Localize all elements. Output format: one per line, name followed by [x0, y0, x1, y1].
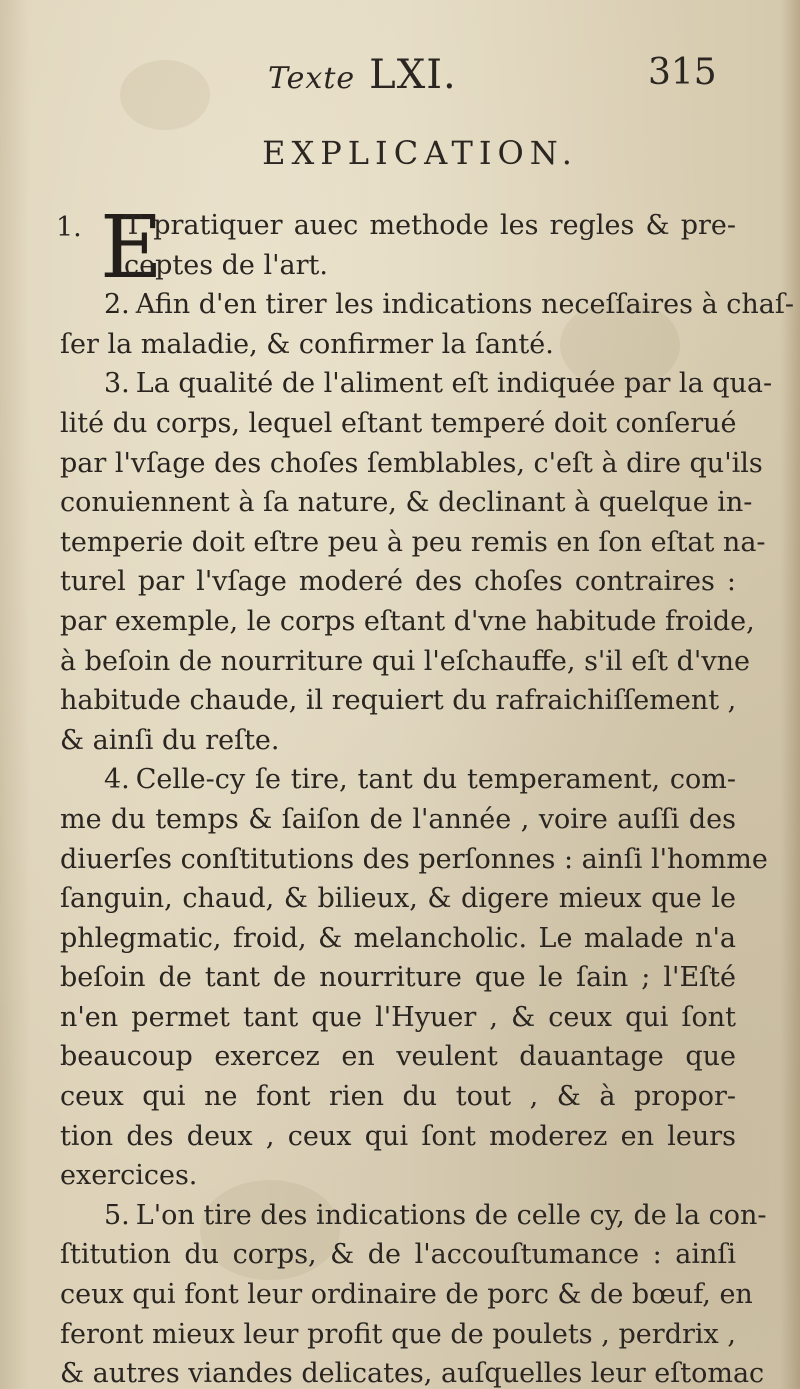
text-line-content: L'on tire des indications de celle cy, de la con- [135, 1199, 767, 1231]
running-title [268, 52, 457, 98]
text-line: ceux qui ne font rien du tout , & à propor- [60, 1081, 736, 1113]
text-line-content: La qualité de l'aliment eſt indiquée par la qua- [135, 368, 773, 400]
text-line-content: Celle-cy ſe tire, tant du temperament, com- [135, 764, 736, 796]
text-line: beaucoup exercez en veulent dauantage que [60, 1041, 736, 1073]
drop-cap: E [100, 198, 163, 298]
paragraph-number: 5. [104, 1199, 130, 1231]
text-line: ſanguin, chaud, & bilieux, & digere mieux que le [60, 883, 736, 915]
running-title-italic: Texte [268, 61, 356, 96]
running-title-roman: LXI. [369, 52, 457, 98]
text-line: à beſoin de nourriture qui l'eſchauffe, s'il eſt d'vne [60, 645, 750, 677]
text-line: par l'vſage des choſes ſemblables, c'eſt à dire qu'ils [60, 447, 763, 479]
paragraph-number: 3. [104, 368, 130, 400]
paragraph-number: 4. [104, 764, 130, 796]
section-heading: EXPLICATION. [262, 134, 578, 172]
text-line: tion des deux , ceux qui ſont moderez en leurs [60, 1120, 736, 1152]
text-line: T pratiquer auec methode les regles & pre- [124, 210, 736, 241]
text-line: ſtitution du corps, & de l'accouſtumance : ainſi [60, 1239, 736, 1271]
running-header [0, 52, 800, 102]
text-line: diuerſes conſtitutions des perſonnes : ainſi l'homme [60, 843, 768, 875]
text-line: habitude chaude, il requiert du rafraichiſſement , [60, 685, 737, 717]
text-line: ceux qui font leur ordinaire de porc & de bœuf, en [60, 1279, 753, 1311]
text-line: phlegmatic, froid, & melancholic. Le malade n'a [60, 922, 736, 954]
text-line: lité du corps, lequel eſtant temperé doit conſerué [60, 407, 737, 439]
text-line: feront mieux leur profit que de poulets , perdrix , [60, 1318, 736, 1350]
text-line: me du temps & ſaiſon de l'année , voire auſſi des [60, 803, 736, 835]
text-line: beſoin de tant de nourriture que le ſain ; l'Eſté [60, 962, 736, 994]
text-line: & autres viandes delicates, auſquelles leur eſtomac [60, 1358, 765, 1389]
text-line: turel par l'vſage moderé des choſes contraires : [60, 566, 736, 598]
text-line [60, 760, 736, 800]
paragraph-number: 2. [104, 289, 130, 321]
text-line [60, 364, 773, 404]
text-line: & ainſi du reſte. [60, 724, 280, 756]
paragraph-number: 1. [56, 212, 82, 243]
text-line: conuiennent à ſa nature, & declinant à quelque in- [60, 487, 753, 519]
text-line: n'en permet tant que l'Hyuer , & ceux qui ſont [60, 1001, 736, 1033]
page-number: 315 [648, 52, 717, 93]
text-line [60, 1196, 767, 1236]
text-line: temperie doit eſtre peu à peu remis en ſon eſtat na- [60, 526, 766, 558]
text-line-content: Afin d'en tirer les indications neceſſaires à chaſ- [135, 289, 794, 321]
text-line [60, 285, 794, 325]
text-line: ſer la maladie, & confirmer la ſanté. [60, 328, 554, 360]
text-line: par exemple, le corps eſtant d'vne habitude froide, [60, 605, 755, 637]
text-line: exercices. [60, 1160, 198, 1192]
text-line: ceptes de l'art. [124, 249, 328, 281]
body-text [60, 198, 794, 1389]
